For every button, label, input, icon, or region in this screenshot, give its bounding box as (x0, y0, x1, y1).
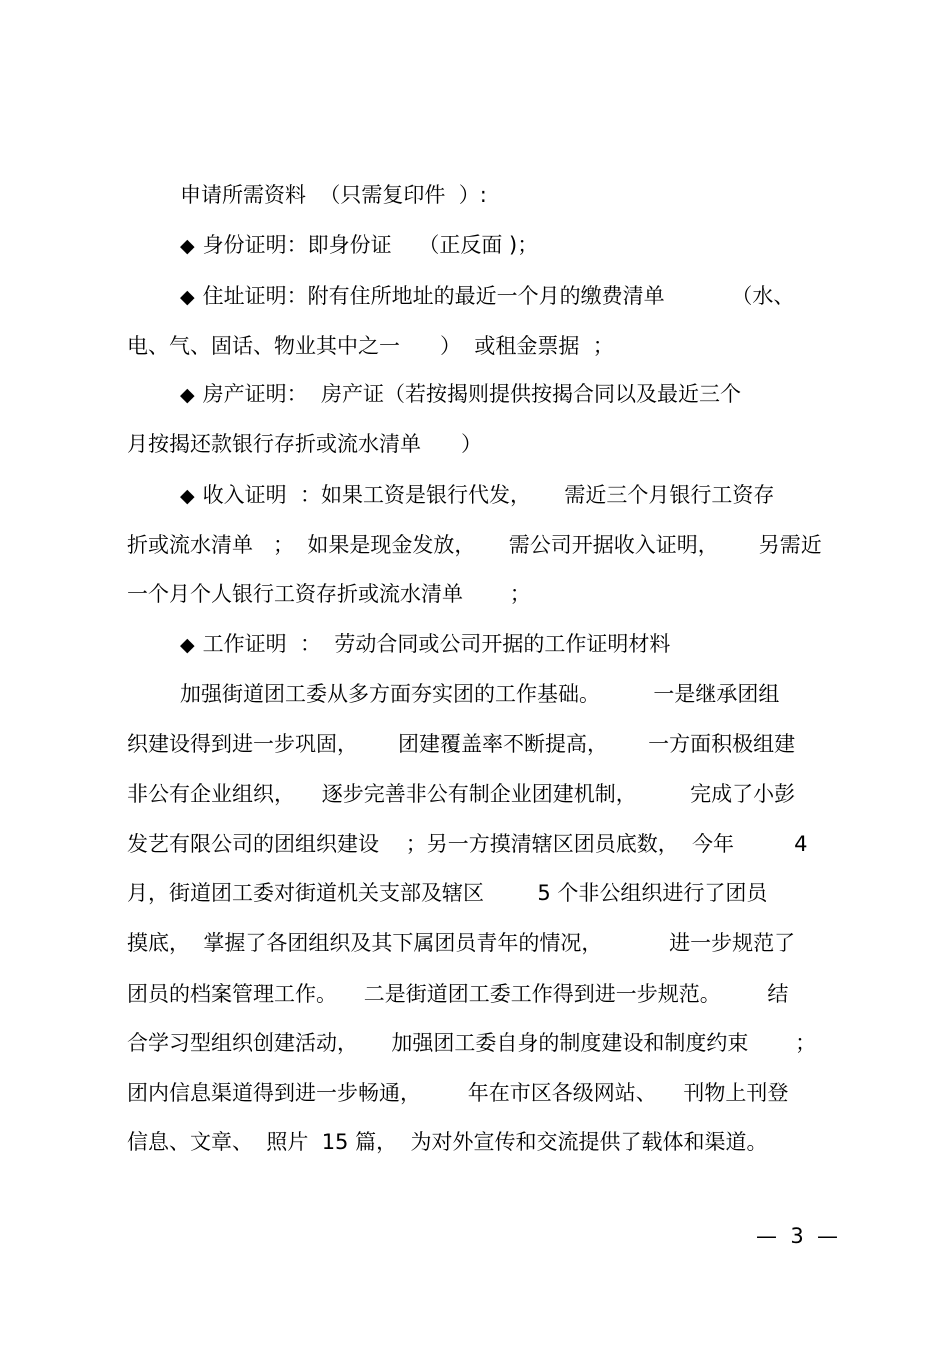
paragraph-line (127, 830, 808, 858)
line-text: 月，街道团工委对街道机关支部及辖区 5 个非公组织进行了团员 (127, 881, 768, 905)
diamond-bullet-icon: ◆ (180, 235, 195, 257)
paragraph-line (127, 730, 795, 758)
line-text: 住址证明：附有住所地址的最近一个月的缴费清单 （水、 (202, 284, 795, 308)
paragraph-line (180, 181, 487, 209)
bullet-line (180, 282, 794, 311)
paragraph-line (127, 332, 614, 360)
paragraph-line (127, 580, 531, 608)
line-text: 合学习型组织创建活动， 加强团工委自身的制度建设和制度约束 ； (127, 1031, 817, 1055)
paragraph-line (180, 680, 779, 708)
bullet-line (180, 481, 774, 510)
line-text: 一个月个人银行工资存折或流水清单 ； (127, 582, 531, 606)
line-text: 团内信息渠道得到进一步畅通， 年在市区各级网站、 刊物上刊登 (127, 1081, 789, 1105)
line-text: 织建设得到进一步巩固， 团建覆盖率不断提高， 一方面积极组建 (127, 732, 796, 756)
diamond-bullet-icon: ◆ (180, 485, 195, 507)
line-text: 月按揭还款银行存折或流水清单 ） (127, 432, 483, 456)
paragraph-line (127, 980, 788, 1008)
paragraph-line (127, 1079, 788, 1107)
line-text: 信息、文章、 照片 15 篇， 为对外宣传和交流提供了载体和渠道。 (127, 1130, 768, 1154)
line-text: 加强街道团工委从多方面夯实团的工作基础。 一是继承团组 (180, 682, 780, 706)
line-text: 发艺有限公司的团组织建设 ；另一方摸清辖区团员底数， 今年 4 (127, 832, 808, 856)
paragraph-line (127, 1128, 767, 1156)
line-text: 团员的档案管理工作。 二是街道团工委工作得到进一步规范。 结 (127, 982, 789, 1006)
line-text: 申请所需资料 （只需复印件 ）: (180, 183, 487, 207)
line-text: 房产证明： 房产证（若按揭则提供按揭合同以及最近三个 (202, 382, 741, 406)
page-number: — 3 — (756, 1224, 839, 1248)
line-text: 折或流水清单 ； 如果是现金发放， 需公司开据收入证明， 另需近 (127, 533, 822, 557)
paragraph-line (127, 531, 822, 559)
paragraph-line (127, 1029, 816, 1057)
paragraph-line (127, 430, 482, 458)
bullet-line (180, 231, 538, 260)
paragraph-line (127, 929, 795, 957)
paragraph-line (127, 780, 795, 808)
line-text: 收入证明 ：如果工资是银行代发， 需近三个月银行工资存 (202, 483, 775, 507)
line-text: 电、气、固话、物业其中之一 ） 或租金票据 ； (127, 334, 614, 358)
bullet-line (180, 630, 670, 659)
line-text: 身份证明：即身份证 （正反面 )； (202, 233, 539, 257)
line-text: 工作证明 ： 劳动合同或公司开据的工作证明材料 (202, 632, 671, 656)
line-text: 非公有企业组织， 逐步完善非公有制企业团建机制， 完成了小彭 (127, 782, 796, 806)
line-text: 摸底， 掌握了各团组织及其下属团员青年的情况， 进一步规范了 (127, 931, 796, 955)
diamond-bullet-icon: ◆ (180, 634, 195, 656)
diamond-bullet-icon: ◆ (180, 286, 195, 308)
paragraph-line (127, 879, 767, 907)
bullet-line (180, 380, 741, 409)
diamond-bullet-icon: ◆ (180, 384, 195, 406)
